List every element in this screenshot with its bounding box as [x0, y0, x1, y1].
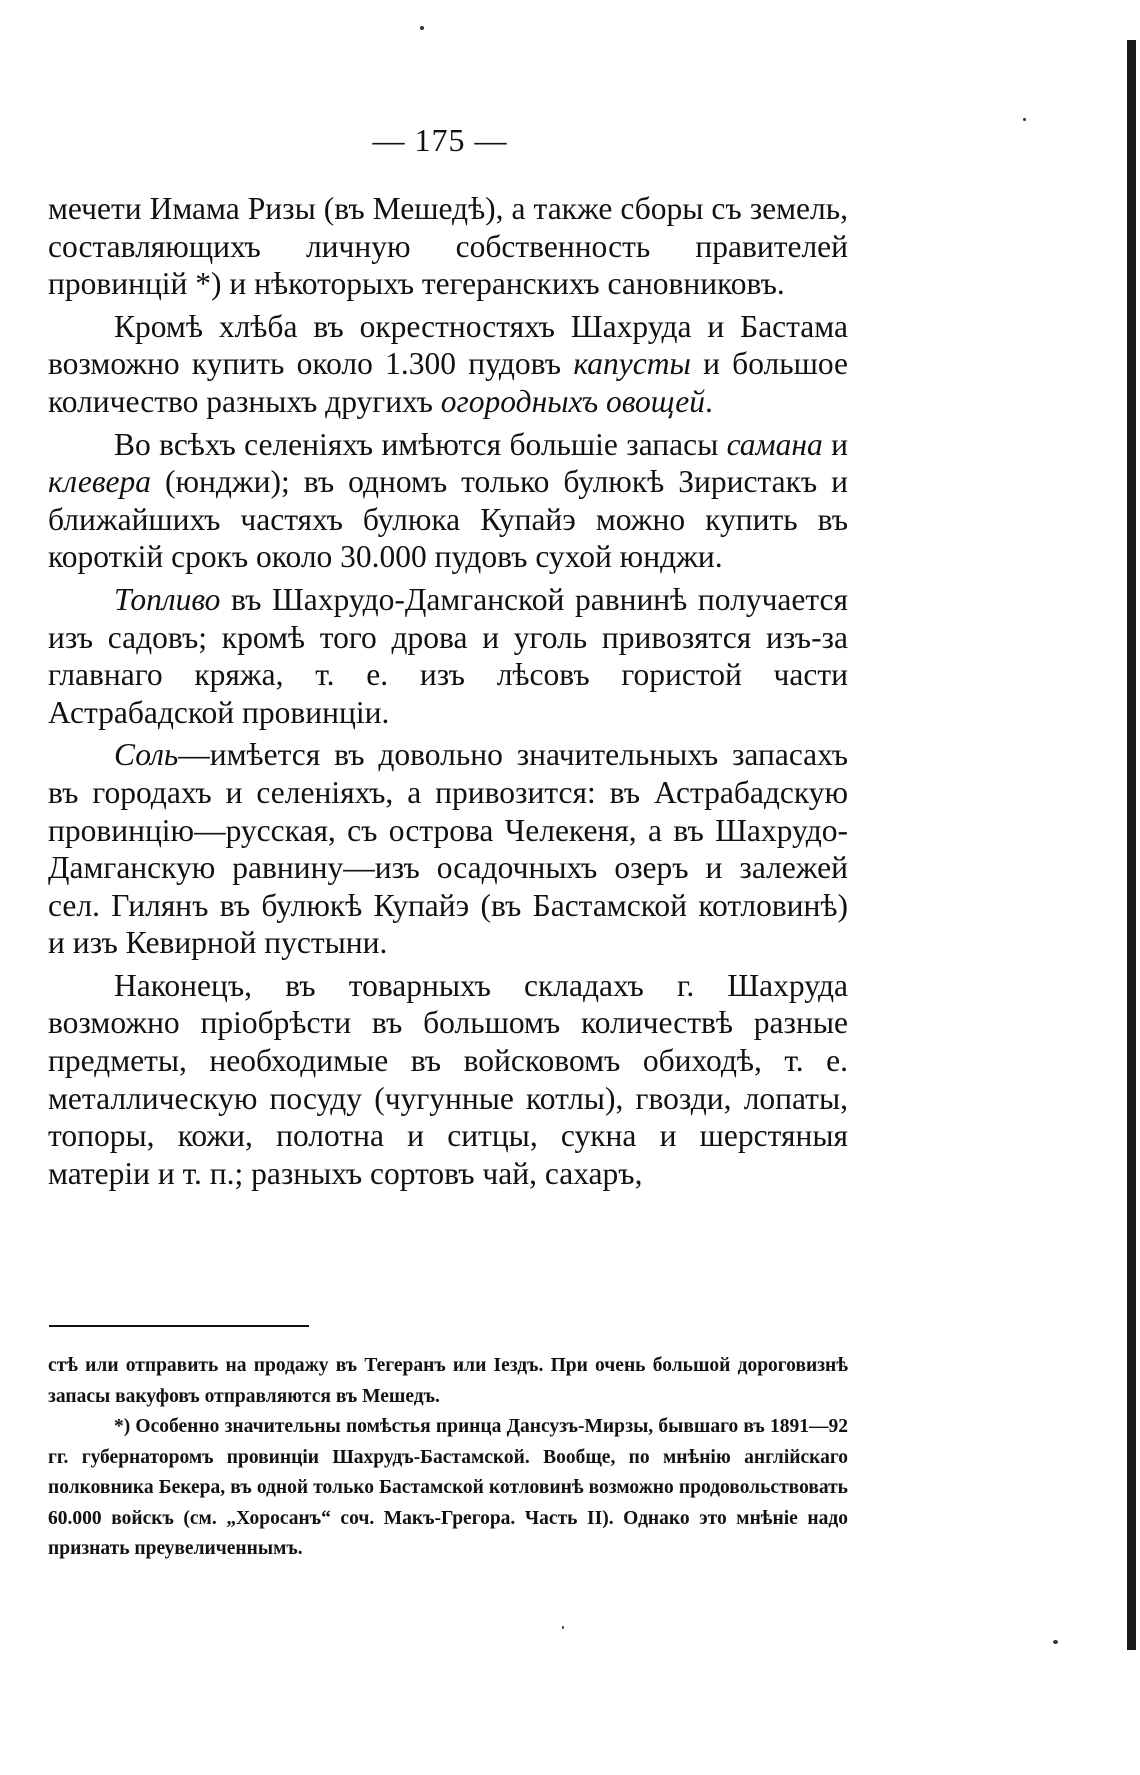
footnote-divider — [49, 1325, 309, 1327]
emphasis-term: огородныхъ овощей — [440, 383, 706, 419]
body-text — [48, 190, 848, 1192]
page-number: — 175 — — [372, 122, 508, 158]
paragraph-text: мечети Имама Ризы (въ Мешедѣ), а также сборы съ земель, составляющихъ личную собственность правителей провинцій *) и нѣкоторыхъ тегеранскихъ сановниковъ. — [48, 191, 848, 302]
paragraph-text: въ Шахрудо-Дамганской равнинѣ получается изъ садовъ; кромѣ того дрова и уголь привозятся изъ-за главнаго кряжа, т. е. изъ лѣсовъ гористой части Астрабадской провинціи. — [48, 581, 848, 730]
page-edge-shadow — [1127, 40, 1136, 1650]
paragraph — [48, 308, 848, 421]
paragraph — [48, 426, 848, 576]
paragraph — [48, 581, 848, 731]
footnote: стѣ или отправить на продажу въ Тегеранъ или Іездъ. При очень большой дороговизнѣ запасы вакуфовъ отправляются въ Мешедъ. — [48, 1355, 848, 1407]
paragraph-text: Наконецъ, въ товарныхъ складахъ г. Шахруда возможно пріобрѣсти въ большомъ количествѣ разные предметы, необходимые въ войсковомъ обиходѣ, т. е. металлическую посуду (чугунные котлы), гвозди, лопаты, топоры, кожи, полотна и ситцы, сукна и шерстяныя матеріи и т. п.; разныхъ сортовъ чай, сахаръ, — [48, 967, 848, 1191]
emphasis-term: Соль — [114, 737, 179, 773]
paragraph-text: и большое количество разныхъ другихъ — [48, 346, 848, 419]
print-speck — [1023, 118, 1026, 121]
print-speck — [562, 1626, 564, 1629]
paragraph-text: . — [705, 383, 713, 419]
paragraph-text: Во всѣхъ селеніяхъ имѣются большіе запасы — [114, 426, 727, 462]
emphasis-term: самана — [726, 426, 823, 462]
footnotes — [48, 1351, 848, 1565]
print-speck — [420, 26, 424, 30]
paragraph — [48, 190, 848, 303]
footnote: *) Особенно значительны помѣстья принца Дансузъ-Мирзы, бывшаго въ 1891—92 гг. губернаторомъ провинціи Шахрудъ-Бастамской. Вообще, по мнѣнію англійскаго полковника Бекера, въ одной только Бастамской котловинѣ возможно продовольствовать 60.000 войскъ (см. „Хоросанъ“ соч. Макъ-Грегора. Часть II). Однако это мнѣніе надо признать преувеличеннымъ. — [48, 1416, 848, 1559]
paragraph — [48, 736, 848, 962]
paragraph-text: —имѣется въ довольно значительныхъ запасахъ въ городахъ и селеніяхъ, а привозится: въ Астрабадскую провинцію—русская, съ острова Челекеня, а въ Шахрудо-Дамганскую равнину—изъ осадочныхъ озеръ и залежей сел. Гилянъ въ булюкѣ Купайэ (въ Бастамской котловинѣ) и изъ Кевирной пустыни. — [48, 737, 848, 961]
paragraph-text: (юнджи); въ одномъ только булюкѣ Зиристакъ и ближайшихъ частяхъ булюка Купайэ можно купить въ короткій срокъ около 30.000 пудовъ сухой юнджи. — [48, 464, 848, 575]
emphasis-term: Топливо — [114, 581, 221, 617]
emphasis-term: капусты — [573, 346, 691, 382]
paragraph — [48, 967, 848, 1193]
emphasis-term: клевера — [48, 464, 152, 500]
print-speck — [1053, 1640, 1058, 1644]
paragraph-text: Кромѣ хлѣба въ окрестностяхъ Шахруда и Бастама возможно купить около 1.300 пудовъ — [48, 308, 848, 382]
paragraph-text: и — [822, 426, 849, 462]
